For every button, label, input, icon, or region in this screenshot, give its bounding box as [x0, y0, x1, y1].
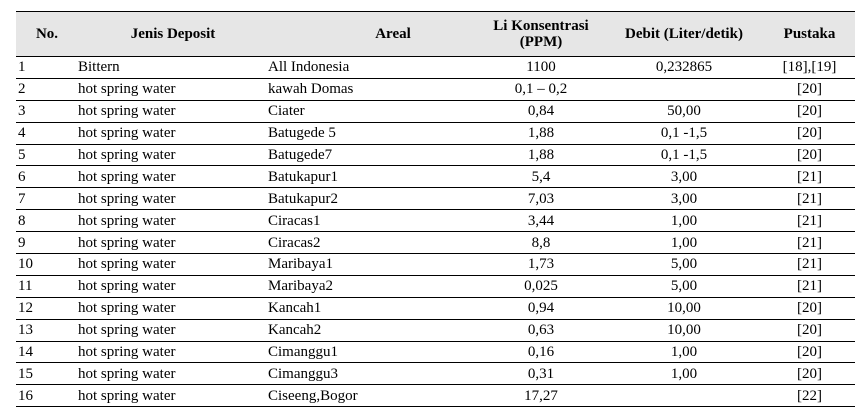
cell-areal: Batugede7 [268, 144, 478, 166]
cell-areal: kawah Domas [268, 78, 478, 100]
cell-debit: 50,00 [604, 100, 764, 122]
cell-jenis-deposit: hot spring water [78, 275, 268, 297]
cell-jenis-deposit: hot spring water [78, 144, 268, 166]
cell-no: 6 [16, 166, 78, 188]
header-pustaka: Pustaka [764, 12, 855, 57]
cell-pustaka: [20] [764, 341, 855, 363]
cell-li-konsentrasi: 0,025 [478, 275, 604, 297]
cell-no: 9 [16, 232, 78, 254]
cell-no: 1 [16, 57, 78, 79]
cell-areal: Maribaya1 [268, 254, 478, 276]
cell-areal: Kancah1 [268, 297, 478, 319]
table-row [16, 188, 855, 210]
cell-li-konsentrasi: 1,73 [478, 254, 604, 276]
cell-debit: 0,1 -1,5 [604, 122, 764, 144]
cell-jenis-deposit: hot spring water [78, 319, 268, 341]
table-row [16, 232, 855, 254]
table-row [16, 385, 855, 407]
cell-jenis-deposit: hot spring water [78, 363, 268, 385]
cell-li-konsentrasi: 1100 [478, 57, 604, 79]
cell-pustaka: [20] [764, 144, 855, 166]
table-row [16, 319, 855, 341]
cell-jenis-deposit: hot spring water [78, 166, 268, 188]
cell-no: 7 [16, 188, 78, 210]
cell-pustaka: [20] [764, 297, 855, 319]
table-header [16, 12, 855, 57]
cell-pustaka: [22] [764, 385, 855, 407]
table-row [16, 363, 855, 385]
cell-no: 14 [16, 341, 78, 363]
cell-no: 4 [16, 122, 78, 144]
cell-areal: Cimanggu1 [268, 341, 478, 363]
table-row [16, 166, 855, 188]
cell-debit: 3,00 [604, 166, 764, 188]
cell-no: 11 [16, 275, 78, 297]
cell-li-konsentrasi: 0,16 [478, 341, 604, 363]
cell-li-konsentrasi: 0,1 – 0,2 [478, 78, 604, 100]
cell-debit: 10,00 [604, 319, 764, 341]
cell-debit: 1,00 [604, 341, 764, 363]
cell-jenis-deposit: hot spring water [78, 188, 268, 210]
cell-pustaka: [21] [764, 254, 855, 276]
cell-jenis-deposit: hot spring water [78, 297, 268, 319]
header-areal: Areal [268, 12, 478, 57]
cell-debit: 1,00 [604, 210, 764, 232]
cell-jenis-deposit: hot spring water [78, 254, 268, 276]
header-row [16, 12, 855, 57]
cell-li-konsentrasi: 1,88 [478, 144, 604, 166]
cell-debit: 5,00 [604, 275, 764, 297]
cell-li-konsentrasi: 0,94 [478, 297, 604, 319]
table-row [16, 57, 855, 79]
cell-areal: Kancah2 [268, 319, 478, 341]
cell-no: 13 [16, 319, 78, 341]
table-row [16, 297, 855, 319]
cell-no: 8 [16, 210, 78, 232]
cell-jenis-deposit: Bittern [78, 57, 268, 79]
cell-li-konsentrasi: 7,03 [478, 188, 604, 210]
cell-li-konsentrasi: 17,27 [478, 385, 604, 407]
cell-debit: 0,1 -1,5 [604, 144, 764, 166]
cell-debit: 5,00 [604, 254, 764, 276]
cell-areal: Ciracas1 [268, 210, 478, 232]
table-row [16, 144, 855, 166]
cell-no: 10 [16, 254, 78, 276]
cell-jenis-deposit: hot spring water [78, 210, 268, 232]
cell-no: 5 [16, 144, 78, 166]
cell-debit: 10,00 [604, 297, 764, 319]
cell-li-konsentrasi: 8,8 [478, 232, 604, 254]
cell-areal: Batugede 5 [268, 122, 478, 144]
table-row [16, 100, 855, 122]
header-li-konsentrasi [478, 12, 604, 57]
header-li-line1: Li Konsentrasi [493, 18, 589, 34]
cell-pustaka: [20] [764, 100, 855, 122]
cell-areal: All Indonesia [268, 57, 478, 79]
cell-areal: Ciracas2 [268, 232, 478, 254]
cell-pustaka: [20] [764, 319, 855, 341]
cell-areal: Cimanggu3 [268, 363, 478, 385]
table-row [16, 341, 855, 363]
cell-jenis-deposit: hot spring water [78, 100, 268, 122]
table-row [16, 78, 855, 100]
cell-areal: Ciater [268, 100, 478, 122]
table-row [16, 210, 855, 232]
cell-debit: 3,00 [604, 188, 764, 210]
cell-debit: 1,00 [604, 363, 764, 385]
cell-debit [604, 385, 764, 407]
cell-debit: 0,232865 [604, 57, 764, 79]
cell-jenis-deposit: hot spring water [78, 78, 268, 100]
cell-pustaka: [20] [764, 122, 855, 144]
header-jenis-deposit: Jenis Deposit [78, 12, 268, 57]
header-debit: Debit (Liter/detik) [604, 12, 764, 57]
cell-li-konsentrasi: 0,63 [478, 319, 604, 341]
cell-areal: Ciseeng,Bogor [268, 385, 478, 407]
cell-no: 15 [16, 363, 78, 385]
cell-li-konsentrasi: 0,84 [478, 100, 604, 122]
header-li-line2: (PPM) [519, 34, 563, 50]
cell-li-konsentrasi: 1,88 [478, 122, 604, 144]
table-body [16, 57, 855, 407]
cell-li-konsentrasi: 0,31 [478, 363, 604, 385]
cell-pustaka: [21] [764, 166, 855, 188]
cell-debit [604, 78, 764, 100]
cell-no: 12 [16, 297, 78, 319]
cell-no: 16 [16, 385, 78, 407]
cell-pustaka: [21] [764, 275, 855, 297]
cell-areal: Maribaya2 [268, 275, 478, 297]
cell-pustaka: [20] [764, 78, 855, 100]
table-row [16, 254, 855, 276]
header-no: No. [16, 12, 78, 57]
cell-no: 2 [16, 78, 78, 100]
cell-jenis-deposit: hot spring water [78, 341, 268, 363]
table-row [16, 122, 855, 144]
table-row [16, 275, 855, 297]
cell-pustaka: [21] [764, 188, 855, 210]
cell-pustaka: [21] [764, 210, 855, 232]
cell-debit: 1,00 [604, 232, 764, 254]
cell-pustaka: [20] [764, 363, 855, 385]
cell-pustaka: [18],[19] [764, 57, 855, 79]
cell-jenis-deposit: hot spring water [78, 385, 268, 407]
lithium-deposit-table-container [16, 11, 837, 407]
cell-no: 3 [16, 100, 78, 122]
cell-areal: Batukapur1 [268, 166, 478, 188]
cell-li-konsentrasi: 5,4 [478, 166, 604, 188]
cell-jenis-deposit: hot spring water [78, 122, 268, 144]
lithium-deposit-table [16, 11, 855, 407]
cell-li-konsentrasi: 3,44 [478, 210, 604, 232]
cell-pustaka: [21] [764, 232, 855, 254]
cell-jenis-deposit: hot spring water [78, 232, 268, 254]
cell-areal: Batukapur2 [268, 188, 478, 210]
